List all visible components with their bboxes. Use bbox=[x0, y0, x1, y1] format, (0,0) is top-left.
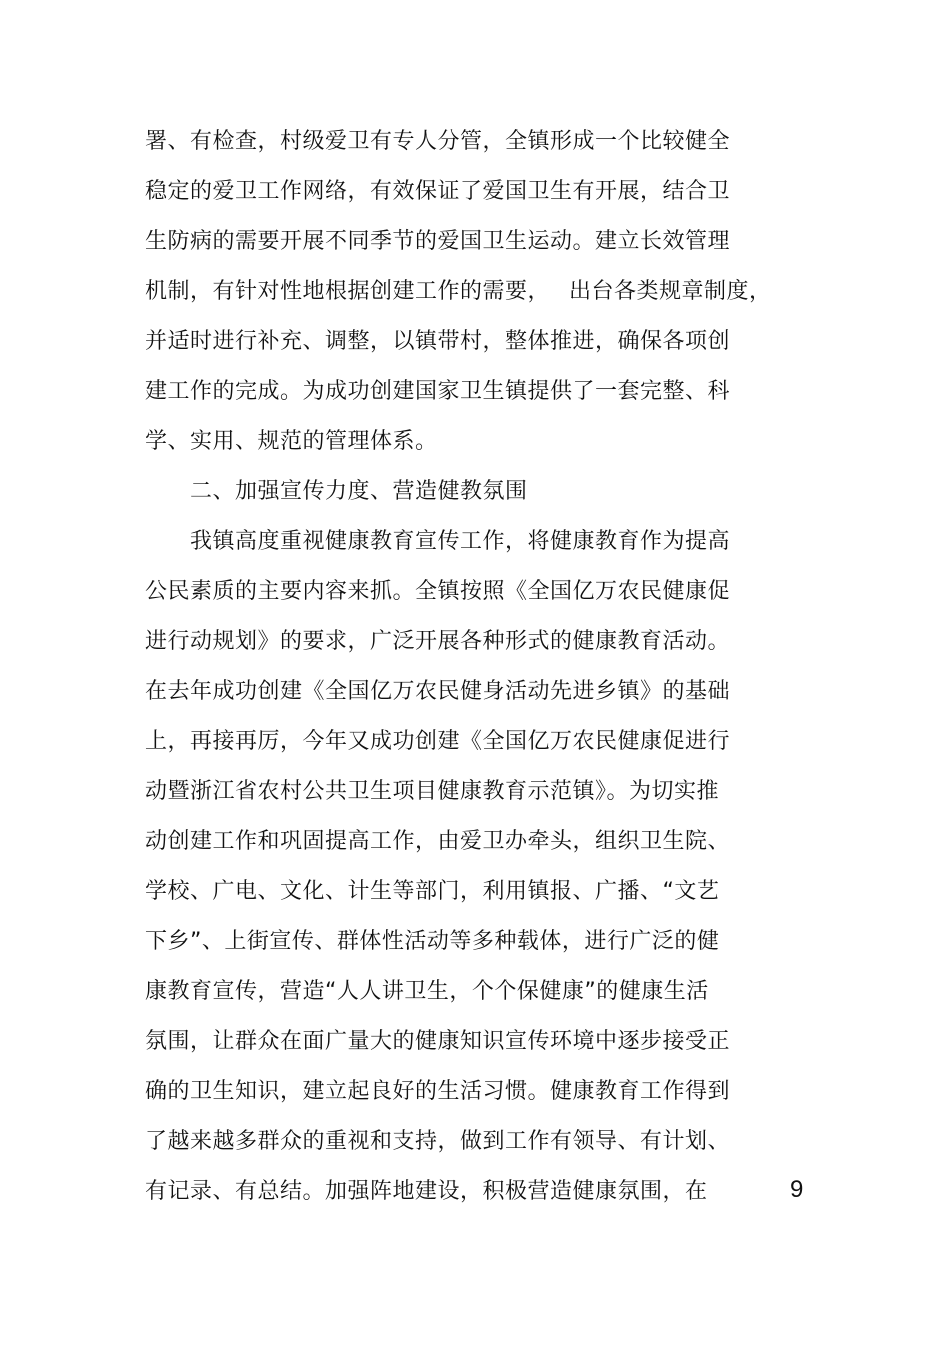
text-line: 公民素质的主要内容来抓。全镇按照《全国亿万农民健康促 bbox=[145, 579, 731, 604]
paragraph-start-line: 我镇高度重视健康教育宣传工作，将健康教育作为提高 bbox=[145, 529, 731, 554]
text-line: 康教育宣传，营造“人人讲卫生，个个保健康”的健康生活 bbox=[145, 979, 709, 1004]
text-line: 署、有检查，村级爱卫有专人分管，全镇形成一个比较健全 bbox=[145, 129, 731, 154]
text-line: 了越来越多群众的重视和支持，做到工作有领导、有计划、 bbox=[145, 1129, 731, 1154]
text-line: 有记录、有总结。加强阵地建设，积极营造健康氛围，在 bbox=[145, 1179, 708, 1204]
text-line: 学校、广电、文化、计生等部门，利用镇报、广播、“文艺 bbox=[145, 879, 720, 904]
text-line: 并适时进行补充、调整，以镇带村，整体推进，确保各项创 bbox=[145, 329, 731, 354]
text-line: 动创建工作和巩固提高工作，由爱卫办牵头，组织卫生院、 bbox=[145, 829, 731, 854]
text-line: 机制，有针对性地根据创建工作的需要， 出台各类规章制度， bbox=[145, 279, 772, 304]
text-line: 动暨浙江省农村公共卫生项目健康教育示范镇》。为切实推 bbox=[145, 779, 720, 804]
text-line: 在去年成功创建《全国亿万农民健身活动先进乡镇》的基础 bbox=[145, 679, 731, 704]
text-line: 上，再接再厉，今年又成功创建《全国亿万农民健康促进行 bbox=[145, 729, 731, 754]
section-heading: 二、加强宣传力度、营造健教氛围 bbox=[145, 479, 528, 504]
text-line: 确的卫生知识，建立起良好的生活习惯。健康教育工作得到 bbox=[145, 1079, 731, 1104]
text-line: 下乡”、上街宣传、群体性活动等多种载体，进行广泛的健 bbox=[145, 929, 720, 954]
text-line: 建工作的完成。为成功创建国家卫生镇提供了一套完整、科 bbox=[145, 379, 731, 404]
text-line: 进行动规划》的要求，广泛开展各种形式的健康教育活动。 bbox=[145, 629, 731, 654]
text-line: 生防病的需要开展不同季节的爱国卫生运动。建立长效管理 bbox=[145, 229, 731, 254]
text-line: 氛围，让群众在面广量大的健康知识宣传环境中逐步接受正 bbox=[145, 1029, 731, 1054]
page-number: 9 bbox=[790, 1176, 804, 1203]
text-line: 稳定的爱卫工作网络，有效保证了爱国卫生有开展，结合卫 bbox=[145, 179, 731, 204]
text-line: 学、实用、规范的管理体系。 bbox=[145, 429, 438, 454]
